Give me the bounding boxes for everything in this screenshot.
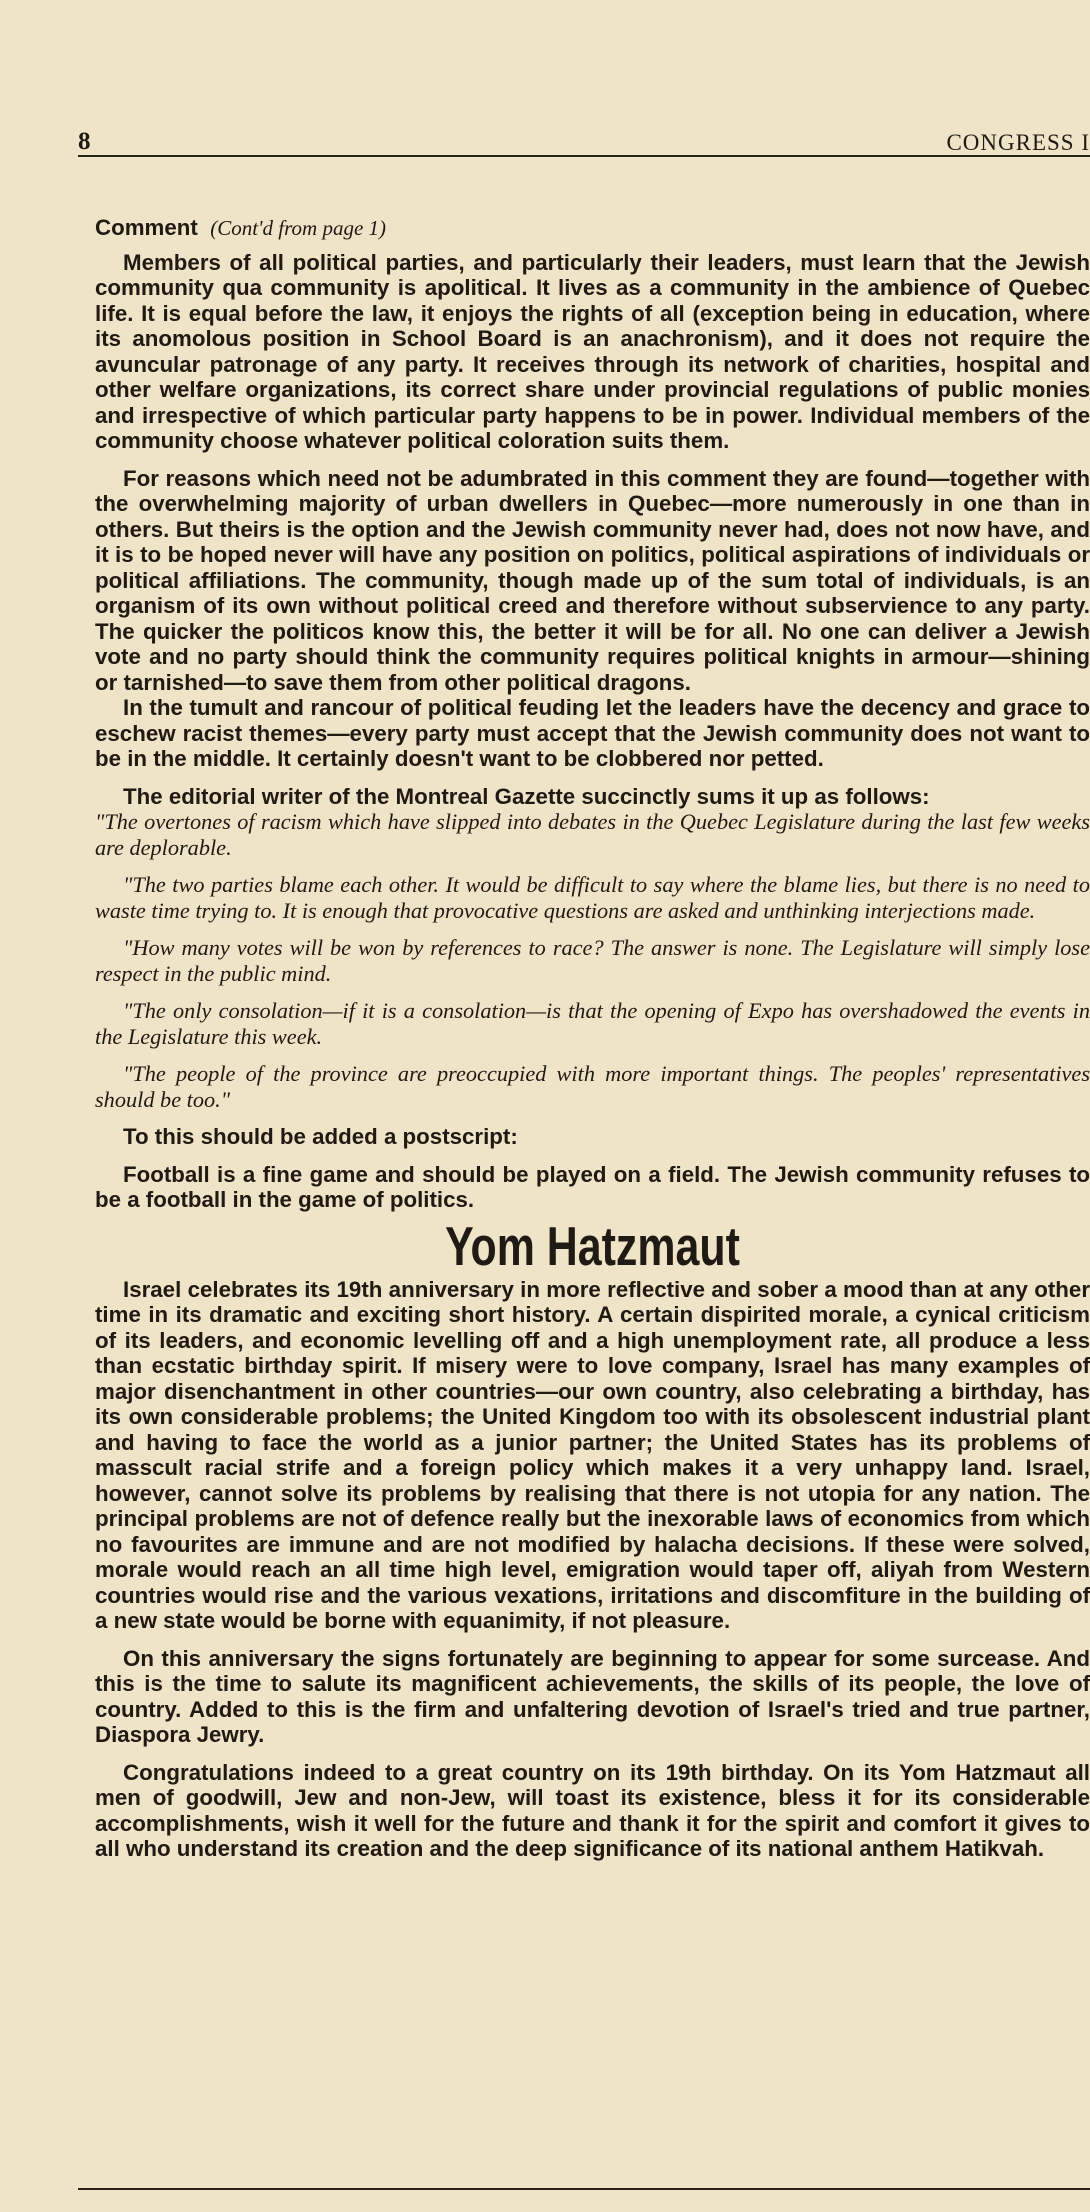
comment-continuation: (Cont'd from page 1) — [210, 216, 387, 240]
comment-paragraph-4: The editorial writer of the Montreal Gazette succinctly sums it up as follows: — [123, 783, 930, 809]
gazette-quote-3: "How many votes will be won by references to race? The answer is none. The Legislature will simply lose respect in the public mind. — [95, 935, 1090, 986]
gazette-quote-1: "The overtones of racism which have slipped into debates in the Quebec Legislature during the last few weeks are deplorable. — [95, 809, 1090, 860]
gazette-quote-2: "The two parties blame each other. It would be difficult to say where the blame lies, but there is no need to waste time trying to. It is enough that provocative questions are asked and unthinking interjections made. — [95, 872, 1090, 923]
article-column — [95, 215, 1090, 1862]
gazette-quote-5: "The people of the province are preoccupied with more important things. The peoples' representatives should be too." — [95, 1061, 1090, 1112]
yom-hatzmaut-title: Yom Hatzmaut — [445, 1214, 740, 1277]
postscript-text: Football is a fine game and should be played on a field. The Jewish community refuses to be a football in the game of politics. — [95, 1161, 1090, 1212]
comment-paragraph-2: For reasons which need not be adumbrated in this comment they are found—together with the overwhelming majority of urban dwellers in Quebec—more numerously in one than in others. But theirs is the option and the Jewish community never had, does not now have, and it is to be hoped never will have any position on politics, political aspirations of individuals or political affiliations. The community, though made up of the sum total of individuals, is an organism of its own without political creed and therefore without subservience to any party. The quicker the politicos know this, the better it will be for all. No one can deliver a Jewish vote and no party should think the community requires political knights in armour—shining or tarnished—to save them from other political dragons. — [95, 465, 1090, 695]
page-number: 8 — [78, 128, 91, 155]
comment-paragraph-3: In the tumult and rancour of political feuding let the leaders have the decency and grace to eschew racist themes—every party must accept that the Jewish community does not want to be in the middle. It certainly doesn't want to be clobbered nor petted. — [95, 695, 1090, 771]
comment-heading — [95, 215, 1090, 242]
gazette-quote-4: "The only consolation—if it is a consolation—is that the opening of Expo has overshadowed the events in the Legislature this week. — [95, 998, 1090, 1049]
yom-paragraph-3: Congratulations indeed to a great country on its 19th birthday. On its Yom Hatzmaut all men of goodwill, Jew and non-Jew, will toast its existence, bless it for its considerable accomplishments, wish it well for the future and thank it for the spirit and comfort it gives to all who understand its creation and the deep significance of its national anthem Hatikvah. — [95, 1759, 1090, 1861]
comment-label: Comment — [95, 215, 198, 240]
header-rule — [78, 155, 1090, 157]
footer-rule — [78, 2188, 1090, 2190]
yom-paragraph-2: On this anniversary the signs fortunately are beginning to appear for some surcease. And this is the time to salute its magnificent achievements, the skills of its people, the love of country. Added to this is the firm and unfaltering devotion of Israel's tried and true partner, Diaspora Jewry. — [95, 1645, 1090, 1747]
running-head: CONGRESS I — [946, 130, 1090, 155]
comment-paragraph-1: Members of all political parties, and particularly their leaders, must learn that the Jewish community qua community is apolitical. It lives as a community in the ambience of Quebec life. It is equal before the law, it enjoys the rights of all (exception being in education, where its anomolous position in School Board is an anachronism), and it does not require the avuncular patronage of any party. It receives through its network of charities, hospital and other welfare organizations, its correct share under provincial regulations of public monies and irrespective of which particular party happens to be in power. Individual members of the community choose whatever political coloration suits them. — [95, 249, 1090, 453]
yom-paragraph-1: Israel celebrates its 19th anniversary in more reflective and sober a mood than at any other time in its dramatic and exciting short history. A certain dispirited morale, a cynical criticism of its leaders, and economic levelling off and a high unemployment rate, all produce a less than ecstatic birthday spirit. If misery were to love company, Israel has many examples of major disenchantment in other countries—our own country, also celebrating a birthday, has its own considerable problems; the United Kingdom too with its obsolescent industrial plant and having to face the world as a junior partner; the United States has its problems of masscult racial strife and a foreign policy which makes it a very unhappy land. Israel, however, cannot solve its problems by realising that there is not utopia for any nation. The principal problems are not of defence really but the inexorable laws of economics from which no favourites are immune and are not modified by halacha decisions. If these were solved, morale would reach an all time high level, emigration would taper off, aliyah from Western countries would rise and the various vexations, irritations and discomfiture in the building of a new state would be borne with equanimity, if not pleasure. — [95, 1276, 1090, 1633]
postscript-intro: To this should be added a postscript: — [123, 1124, 518, 1149]
page-header — [78, 128, 1090, 158]
